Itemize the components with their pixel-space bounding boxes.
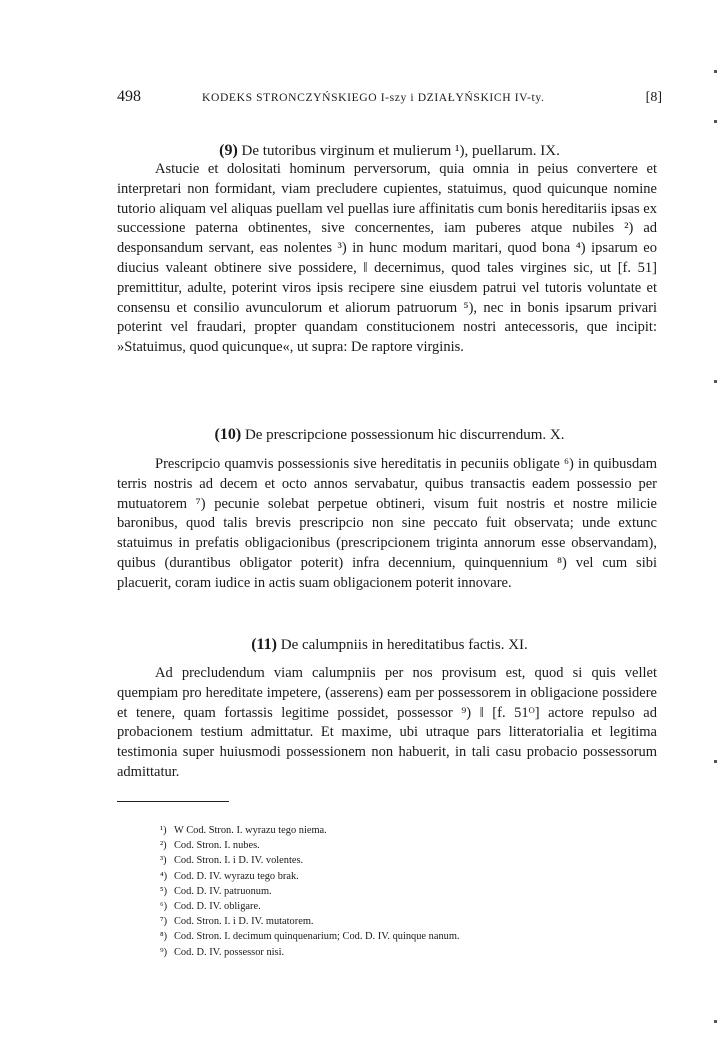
speck xyxy=(714,120,717,123)
footnote-number: ³) xyxy=(160,855,167,867)
footnote-number: ⁶) xyxy=(160,901,168,913)
speck xyxy=(714,1020,717,1023)
footnote xyxy=(160,884,580,899)
footnote-text: W Cod. Stron. I. wyrazu tego niema. xyxy=(174,825,327,836)
footnote xyxy=(160,823,580,838)
section-heading-9 xyxy=(117,142,662,160)
speck xyxy=(714,70,717,73)
footnote-number: ⁸) xyxy=(160,931,168,943)
section-number: (9) xyxy=(219,142,238,159)
section-text-10: Prescripcio quamvis possessionis sive hereditatis in pecuniis obligate ⁶) in quibusdam terris nostris ad decem et octo annos servabatur, quibus transactis eadem possessio per mutuatorem ⁷) pecunie solebat perpetue obtineri, visum fuit nostris et nostre milicie baronibus, quod talis brevis prescripcio non sine peccato fuit observata; unde extunc statuimus in prefatis obligacionibus (prescripcionem triginta annorum esse observandam), quibus (durantibus obligator poterit) infra decennium, quinquennium ⁸) vel cum sibi placuerit, coram iudice in actis suam obligacionem poterit innovare. xyxy=(117,456,657,591)
footnote-text: Cod. D. IV. possessor nisi. xyxy=(174,946,285,958)
footnote-text: Cod. D. IV. patruonum. xyxy=(174,885,272,897)
speck xyxy=(714,760,717,763)
footnote xyxy=(160,853,580,868)
footnote-text: Cod. Stron. I. decimum quinquenarium; Cod. D. IV. quinque nanum. xyxy=(174,931,460,943)
footnote xyxy=(160,929,580,944)
footnote-text: Cod. D. IV. wyrazu tego brak. xyxy=(174,870,299,882)
footnote-text: Cod. D. IV. obligare. xyxy=(174,901,261,913)
footnote-number: ⁷) xyxy=(160,916,168,928)
footnote-number: ⁵) xyxy=(160,885,168,897)
footnote-number: ⁹) xyxy=(160,946,168,958)
section-number: (11) xyxy=(251,636,277,653)
section-number: (10) xyxy=(214,426,242,443)
section-title: De prescripcione possessionum hic discurrendum. X. xyxy=(244,427,565,443)
footnote xyxy=(160,838,580,853)
footnote xyxy=(160,945,580,960)
footnote-text: Cod. Stron. I. nubes. xyxy=(174,840,260,852)
section-text-9: Astucie et dolositati hominum perversorum, quia omnia in peius convertere et interpretari non formidant, viam precludere cupientes, statuimus, quod quicunque nomine tutorio aliquam vel aliquas puellam vel puellas iure affinitatis cum bonis hereditariis ipsas ex successione paterna obtinentes, sive concernentes, iam puberes atque nubiles ²) ad desponsandum servant, eas nolentes ³) in hunc modum maritari, quod bona ⁴) ipsarum eo diucius valeant obtinere sive possidere, ‖ decernimus, quod tales virgines sic, ut [f. 51] premittitur, adulte, poterint viros ipsis recipere sine eiusdem patrui vel tutoris voluntate et consensu et consilio avunculorum et aliorum patruorum ⁵), nec in bonis ipsarum privari poterint vel fraudari, propter quandam constitucionem nostri antecessoris, que incipit: »Statuimus, quod quicunque«, ut supra: De raptore virginis. xyxy=(117,161,657,356)
footnote-text: Cod. Stron. I. i D. IV. volentes. xyxy=(174,855,304,867)
running-title: KODEKS STRONCZYŃSKIEGO I-szy i DZIAŁYŃSKICH IV-ty. xyxy=(202,91,545,104)
section-title: De tutoribus virginum et mulierum ¹), puellarum. IX. xyxy=(241,143,560,159)
section-heading-11 xyxy=(117,636,662,654)
speck xyxy=(714,380,717,383)
footnote-divider xyxy=(117,801,229,802)
page-number: 498 xyxy=(117,88,141,105)
running-head xyxy=(117,88,662,108)
footnote-number: ¹) xyxy=(160,825,167,836)
section-title: De calumpniis in hereditatibus factis. XI. xyxy=(280,637,528,653)
footnote-number: ²) xyxy=(160,840,167,852)
footnote xyxy=(160,914,580,929)
scan-edge-specks xyxy=(712,60,720,1040)
footnote-number: ⁴) xyxy=(160,870,168,882)
footnotes xyxy=(160,823,580,960)
signature-mark: [8] xyxy=(645,90,662,105)
section-heading-10 xyxy=(117,426,662,444)
section-text-11: Ad precludendum viam calumpniis per nos provisum est, quod si quis vellet quempiam pro hereditate impetere, (asserens) eam per possessorem in obligacione possidere et tenere, quam fortassis legitime possidet, possessor ⁹) ‖ [f. 51ᴼ] actore repulso ad probacionem testium admittatur. Et maxime, ubi utraque pars litteratorialia et legitima testimonia super huiusmodi possessionem non habuerit, in tali casu probacio possessorum admittatur. xyxy=(117,665,657,780)
footnote-text: Cod. Stron. I. i D. IV. mutatorem. xyxy=(174,916,314,928)
footnote xyxy=(160,899,580,914)
footnote xyxy=(160,869,580,884)
